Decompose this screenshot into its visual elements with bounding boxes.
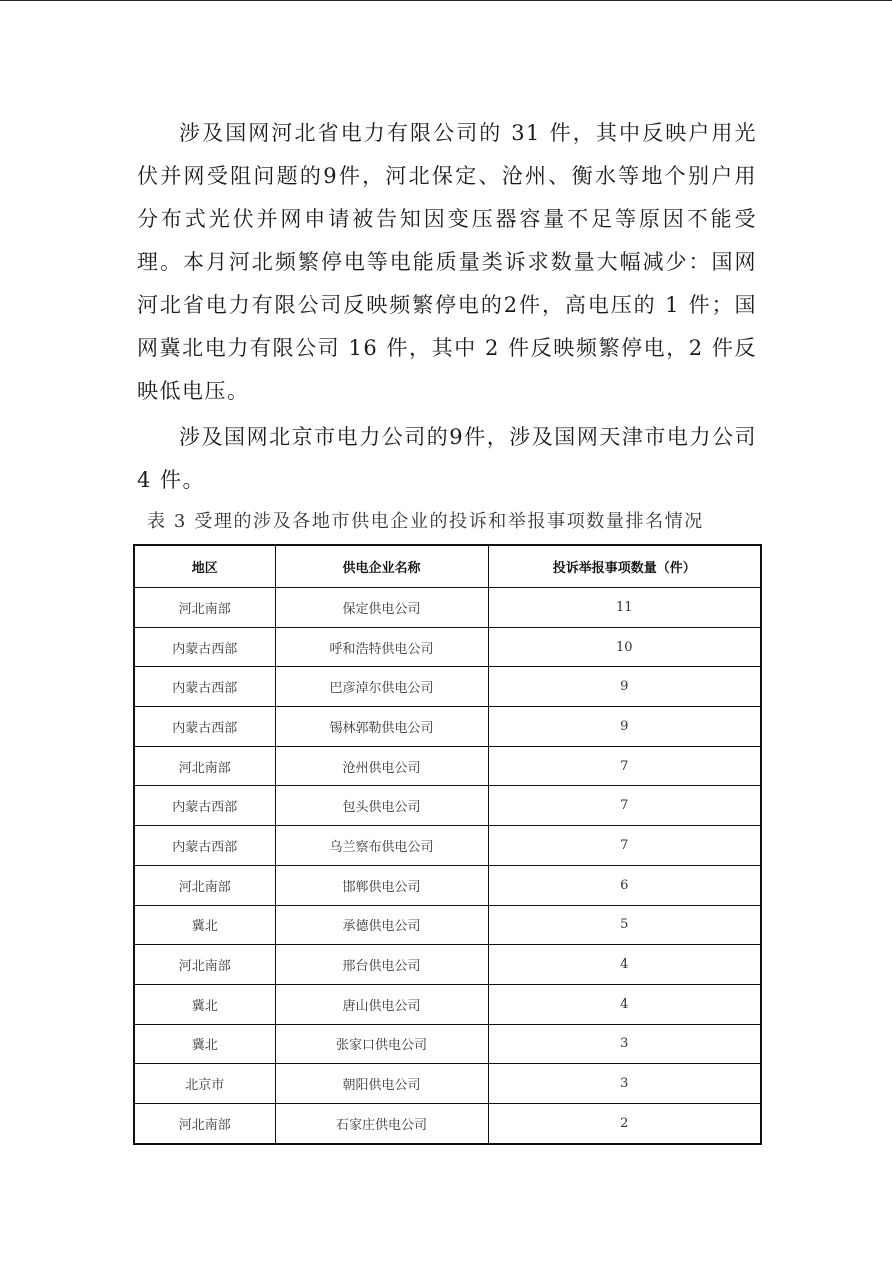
cell-region: 内蒙古西部 (134, 826, 275, 866)
table-body (134, 588, 761, 1144)
header-region: 地区 (134, 545, 275, 588)
paragraph-beijing-tianjin: 涉及国网北京市电力公司的9件，涉及国网天津市电力公司 4 件。 (137, 425, 757, 492)
table-row (134, 707, 761, 747)
cell-region: 河北南部 (134, 945, 275, 985)
cell-company-name: 保定供电公司 (275, 588, 488, 628)
cell-complaint-count: 4 (488, 984, 761, 1024)
cell-complaint-count: 7 (488, 746, 761, 786)
cell-company-name: 唐山供电公司 (275, 984, 488, 1024)
cell-company-name: 巴彦淖尔供电公司 (275, 667, 488, 707)
cell-region: 冀北 (134, 1024, 275, 1064)
header-complaint-count: 投诉举报事项数量（件） (488, 545, 761, 588)
cell-complaint-count: 11 (488, 588, 761, 628)
cell-complaint-count: 4 (488, 945, 761, 985)
cell-region: 内蒙古西部 (134, 786, 275, 826)
cell-region: 冀北 (134, 984, 275, 1024)
cell-region: 内蒙古西部 (134, 627, 275, 667)
cell-region: 内蒙古西部 (134, 707, 275, 747)
table-row (134, 1064, 761, 1104)
table-row (134, 746, 761, 786)
table-row (134, 1024, 761, 1064)
header-row (134, 545, 761, 588)
cell-complaint-count: 2 (488, 1103, 761, 1143)
cell-region: 内蒙古西部 (134, 667, 275, 707)
table-row (134, 627, 761, 667)
header-company-name: 供电企业名称 (275, 545, 488, 588)
cell-company-name: 石家庄供电公司 (275, 1103, 488, 1143)
table-row (134, 667, 761, 707)
cell-region: 河北南部 (134, 588, 275, 628)
cell-company-name: 沧州供电公司 (275, 746, 488, 786)
table-row (134, 984, 761, 1024)
cell-complaint-count: 3 (488, 1064, 761, 1104)
cell-region: 冀北 (134, 905, 275, 945)
cell-complaint-count: 6 (488, 865, 761, 905)
table-row (134, 945, 761, 985)
table-header (134, 545, 761, 588)
cell-region: 河北南部 (134, 1103, 275, 1143)
complaint-ranking-table (133, 544, 762, 1145)
cell-company-name: 邢台供电公司 (275, 945, 488, 985)
table-row (134, 588, 761, 628)
page-top-border (0, 0, 892, 1)
cell-region: 河北南部 (134, 746, 275, 786)
table-caption: 表 3 受理的涉及各地市供电企业的投诉和举报事项数量排名情况 (147, 511, 704, 532)
cell-company-name: 邯郸供电公司 (275, 865, 488, 905)
cell-company-name: 锡林郭勒供电公司 (275, 707, 488, 747)
cell-complaint-count: 7 (488, 826, 761, 866)
cell-region: 北京市 (134, 1064, 275, 1104)
table-row (134, 865, 761, 905)
cell-company-name: 承德供电公司 (275, 905, 488, 945)
table-row (134, 905, 761, 945)
cell-complaint-count: 10 (488, 627, 761, 667)
table-row (134, 1103, 761, 1143)
cell-region: 河北南部 (134, 865, 275, 905)
cell-company-name: 朝阳供电公司 (275, 1064, 488, 1104)
cell-complaint-count: 7 (488, 786, 761, 826)
cell-company-name: 包头供电公司 (275, 786, 488, 826)
table-row (134, 786, 761, 826)
cell-complaint-count: 9 (488, 707, 761, 747)
paragraph-hebei: 涉及国网河北省电力有限公司的 31 件，其中反映户用光伏并网受阻问题的9件，河北保定、沧州、衡水等地个别户用分布式光伏并网申请被告知因变压器容量不足等原因不能受理。本月河北频繁停电等电能质量类诉求数量大幅减少：国网河北省电力有限公司反映频繁停电的2件，高电压的 1 件；国网冀北电力有限公司 16 件，其中 2 件反映频繁停电，2 件反映低电压。 (137, 121, 757, 403)
cell-company-name: 张家口供电公司 (275, 1024, 488, 1064)
document-body (137, 112, 757, 535)
cell-complaint-count: 3 (488, 1024, 761, 1064)
cell-company-name: 呼和浩特供电公司 (275, 627, 488, 667)
cell-complaint-count: 5 (488, 905, 761, 945)
cell-complaint-count: 9 (488, 667, 761, 707)
cell-company-name: 乌兰察布供电公司 (275, 826, 488, 866)
table-row (134, 826, 761, 866)
